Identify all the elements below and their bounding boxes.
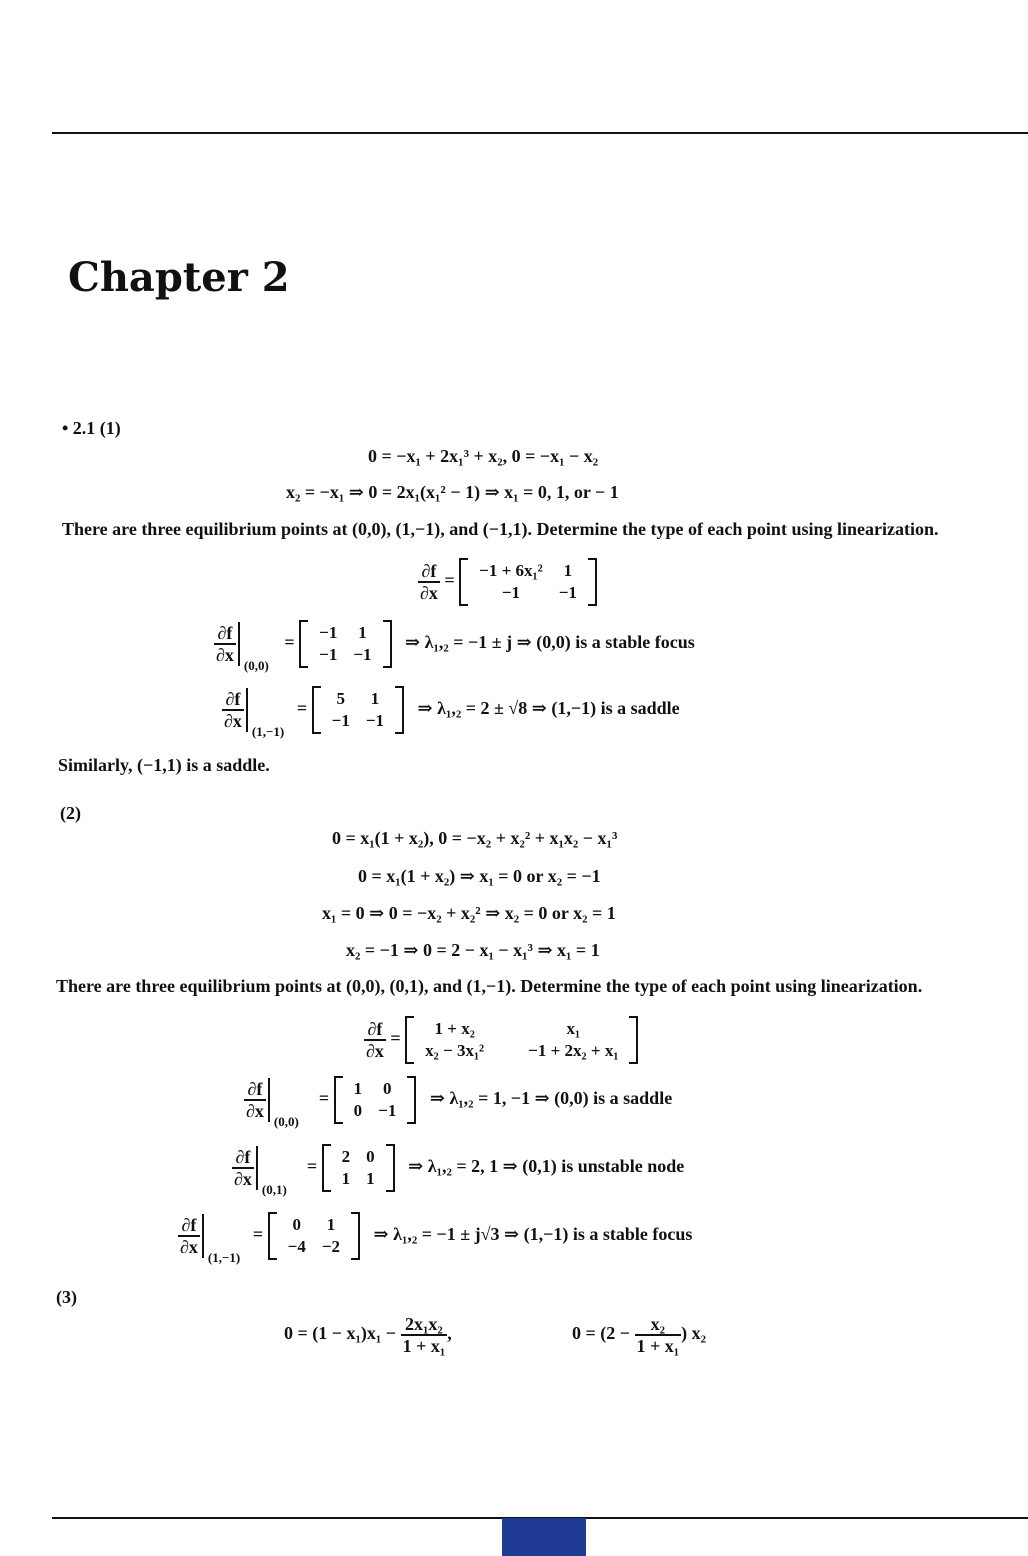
equation: 0 = (1 − x₁)x₁ − $\frac{\text{2x₁x₂}}{\text{1 + x₁}}$ , xyxy=(284,1314,452,1356)
jacobian-matrix: 1 + x₂ x₁ x₂ − 3x₁² −1 + 2x₂ + x₁ xyxy=(405,1016,638,1064)
result-text: ⇒ λ₁,₂ = 1, −1 ⇒ (0,0) is a saddle xyxy=(429,1088,673,1109)
problem-label-2: (2) xyxy=(60,803,81,823)
result-text: ⇒ λ₁,₂ = 2 ± √8 ⇒ (1,−1) is a saddle xyxy=(417,698,680,719)
problem-label-3: (3) xyxy=(56,1287,77,1307)
jacobian-equation: $\frac{\partial f}{\partial x}$ = 1 + x₂ x₁ x₂ − 3x₁² −1 + 2x₂ + x₁ xyxy=(364,1016,638,1064)
similarly-text: Similarly, (−1,1) is a saddle. xyxy=(58,755,270,775)
paragraph: There are three equilibrium points at (0,0), (0,1), and (1,−1). Determine the type of each point using linearization. xyxy=(56,976,923,996)
partial-fraction: $\frac{\partial f}{\partial x}$ xyxy=(420,561,438,603)
equation: 0 = (2 − $\frac{\text{x₂}}{\text{1 + x₁}}$ ) x₂ xyxy=(572,1314,707,1356)
linearization-point: $\frac{\partial f}{\partial x}$ (0,0) = −1 1 −1 −1 ⇒ λ₁,₂ = −1 ± j ⇒ (0,0) is a stable focus xyxy=(214,620,695,668)
jacobian-equation: $\frac{\partial f}{\partial x}$ = −1 + 6x₁² 1 −1 −1 xyxy=(418,558,597,606)
top-rule xyxy=(52,132,1028,134)
linearization-point: $\frac{\partial f}{\partial x}$ (1,−1) = 0 1 −4 −2 ⇒ λ₁,₂ = −1 ± j√3 ⇒ (1,−1) is a stable focus xyxy=(178,1212,692,1260)
result-text: ⇒ λ₁,₂ = −1 ± j ⇒ (0,0) is a stable focus xyxy=(405,632,695,653)
equation: x₂ = −x₁ ⇒ 0 = 2x₁(x₁² − 1) ⇒ x₁ = 0, 1, or − 1 xyxy=(286,482,619,502)
linearization-point: $\frac{\partial f}{\partial x}$ (0,1) = 2 0 1 1 ⇒ λ₁,₂ = 2, 1 ⇒ (0,1) is unstable node xyxy=(232,1144,684,1192)
jacobian-matrix: −1 + 6x₁² 1 −1 −1 xyxy=(459,558,597,606)
equation: 0 = x₁(1 + x₂) ⇒ x₁ = 0 or x₂ = −1 xyxy=(358,866,601,886)
result-text: ⇒ λ₁,₂ = −1 ± j√3 ⇒ (1,−1) is a stable focus xyxy=(373,1224,693,1245)
footer-page-block xyxy=(502,1518,586,1556)
chapter-title: Chapter 2 xyxy=(68,254,290,301)
linearization-point: $\frac{\partial f}{\partial x}$ (0,0) = 1 0 0 −1 ⇒ λ₁,₂ = 1, −1 ⇒ (0,0) is a saddle xyxy=(244,1076,672,1124)
equation: x₂ = −1 ⇒ 0 = 2 − x₁ − x₁³ ⇒ x₁ = 1 xyxy=(346,940,600,960)
equation: x₁ = 0 ⇒ 0 = −x₂ + x₂² ⇒ x₂ = 0 or x₂ = 1 xyxy=(322,903,616,923)
result-text: ⇒ λ₁,₂ = 2, 1 ⇒ (0,1) is unstable node xyxy=(408,1156,685,1177)
equation: 0 = −x₁ + 2x₁³ + x₂, 0 = −x₁ − x₂ xyxy=(368,446,599,466)
paragraph: There are three equilibrium points at (0,0), (1,−1), and (−1,1). Determine the type of each point using linearization. xyxy=(62,519,939,539)
problem-label-2-1: • 2.1 (1) xyxy=(62,418,121,438)
equation: 0 = x₁(1 + x₂), 0 = −x₂ + x₂² + x₁x₂ − x₁³ xyxy=(332,828,618,848)
linearization-point: $\frac{\partial f}{\partial x}$ (1,−1) = 5 1 −1 −1 ⇒ λ₁,₂ = 2 ± √8 ⇒ (1,−1) is a saddle xyxy=(222,686,680,734)
